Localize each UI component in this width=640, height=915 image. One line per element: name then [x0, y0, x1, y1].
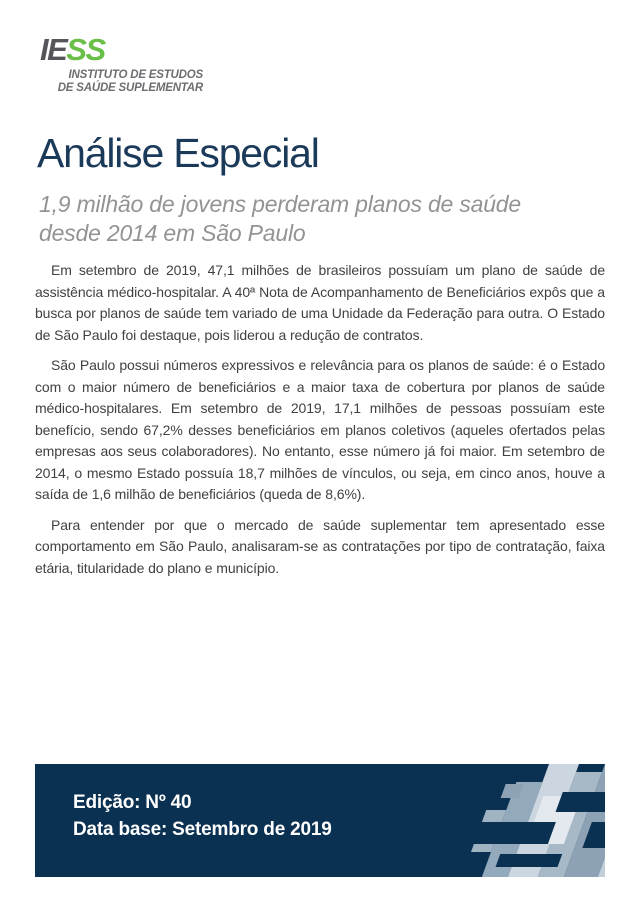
logo-tagline-line2: DE SAÚDE SUPLEMENTAR	[57, 82, 203, 94]
body-paragraph-2: São Paulo possui números expressivos e relevância para os planos de saúde: é o Estado com o maior número de beneficiários e a maior taxa de cobertura por planos de saúde médico-hospitalares. Em setembro de 2019, 17,1 milhões de pessoas possuíam este benefício, sendo 67,2% desses beneficiários em planos coletivos (aqueles ofertados pelas empresas aos seus colaboradores). No entanto, esse número já foi maior. Em setembro de 2014, o mesmo Estado possuía 18,7 milhões de vínculos, ou seja, em cinco anos, houve a saída de 1,6 milhão de beneficiários (queda de 8,6%).	[35, 357, 605, 502]
data-base-label: Data base: Setembro de 2019	[73, 819, 332, 840]
banner-text	[73, 789, 332, 843]
footer-banner	[35, 764, 605, 877]
iess-logo	[40, 34, 203, 95]
iess-logo-wordmark	[40, 34, 203, 65]
logo-word-dark: IE	[40, 32, 67, 67]
geometric-decoration	[405, 764, 605, 877]
page-title: Análise Especial	[37, 130, 319, 176]
edition-label: Edição: Nº 40	[73, 792, 192, 813]
page-subtitle: 1,9 milhão de jovens perderam planos de saúde desde 2014 em São Paulo	[39, 191, 521, 246]
logo-tagline	[40, 69, 203, 95]
logo-tagline-line1: INSTITUTO DE ESTUDOS	[68, 69, 203, 81]
article-body	[35, 260, 605, 588]
body-paragraph-3: Para entender por que o mercado de saúde suplementar tem apresentado esse comportamento em São Paulo, analisaram-se as contratações por tipo de contratação, faixa etária, titularidade do plano e município.	[35, 516, 605, 576]
body-paragraph-1: Em setembro de 2019, 47,1 milhões de brasileiros possuíam um plano de saúde de assistência médico-hospitalar. A 40ª Nota de Acompanhamento de Beneficiários expôs que a busca por planos de saúde tem variado de uma Unidade da Federação para outra. O Estado de São Paulo foi destaque, pois liderou a redução de contratos.	[35, 262, 605, 343]
logo-word-green: SS	[66, 32, 105, 67]
